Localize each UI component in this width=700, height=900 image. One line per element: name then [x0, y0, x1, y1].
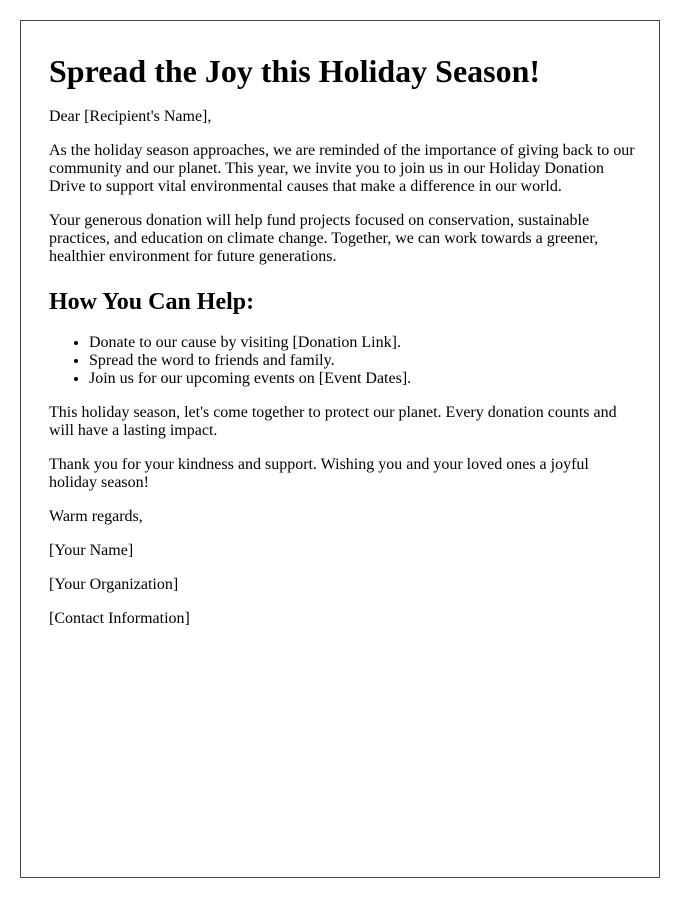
contact-information: [Contact Information] [49, 610, 190, 627]
thank-you-paragraph: Thank you for your kindness and support. Wishing you and your loved ones a joyful holiday season! [49, 456, 589, 491]
letter-frame [20, 20, 660, 878]
donation-impact-paragraph: Your generous donation will help fund projects focused on conservation, sustainable practices, and education on climate change. Together, we can work towards a greener, healthier environment for future generations. [49, 212, 599, 265]
sender-name: [Your Name] [49, 542, 134, 559]
salutation: Dear [Recipient's Name], [49, 108, 212, 125]
help-list [49, 334, 639, 388]
letter-title: Spread the Joy this Holiday Season! [49, 53, 541, 89]
letter-content [49, 52, 639, 628]
help-item-spread-word: • Spread the word to friends and family. [89, 352, 639, 370]
signoff: Warm regards, [49, 508, 143, 525]
intro-paragraph: As the holiday season approaches, we are reminded of the importance of giving back to our community and our planet. This year, we invite you to join us in our Holiday Donation Drive to support vital environmental causes that make a difference in our world. [49, 142, 635, 195]
call-to-action-paragraph: This holiday season, let's come together to protect our planet. Every donation counts and will have a lasting impact. [49, 404, 617, 439]
how-you-can-help-heading: How You Can Help: [49, 289, 255, 315]
help-item-events: • Join us for our upcoming events on [Event Dates]. [89, 370, 639, 388]
help-item-donate: • Donate to our cause by visiting [Donation Link]. [89, 334, 639, 352]
organization-name: [Your Organization] [49, 576, 179, 593]
